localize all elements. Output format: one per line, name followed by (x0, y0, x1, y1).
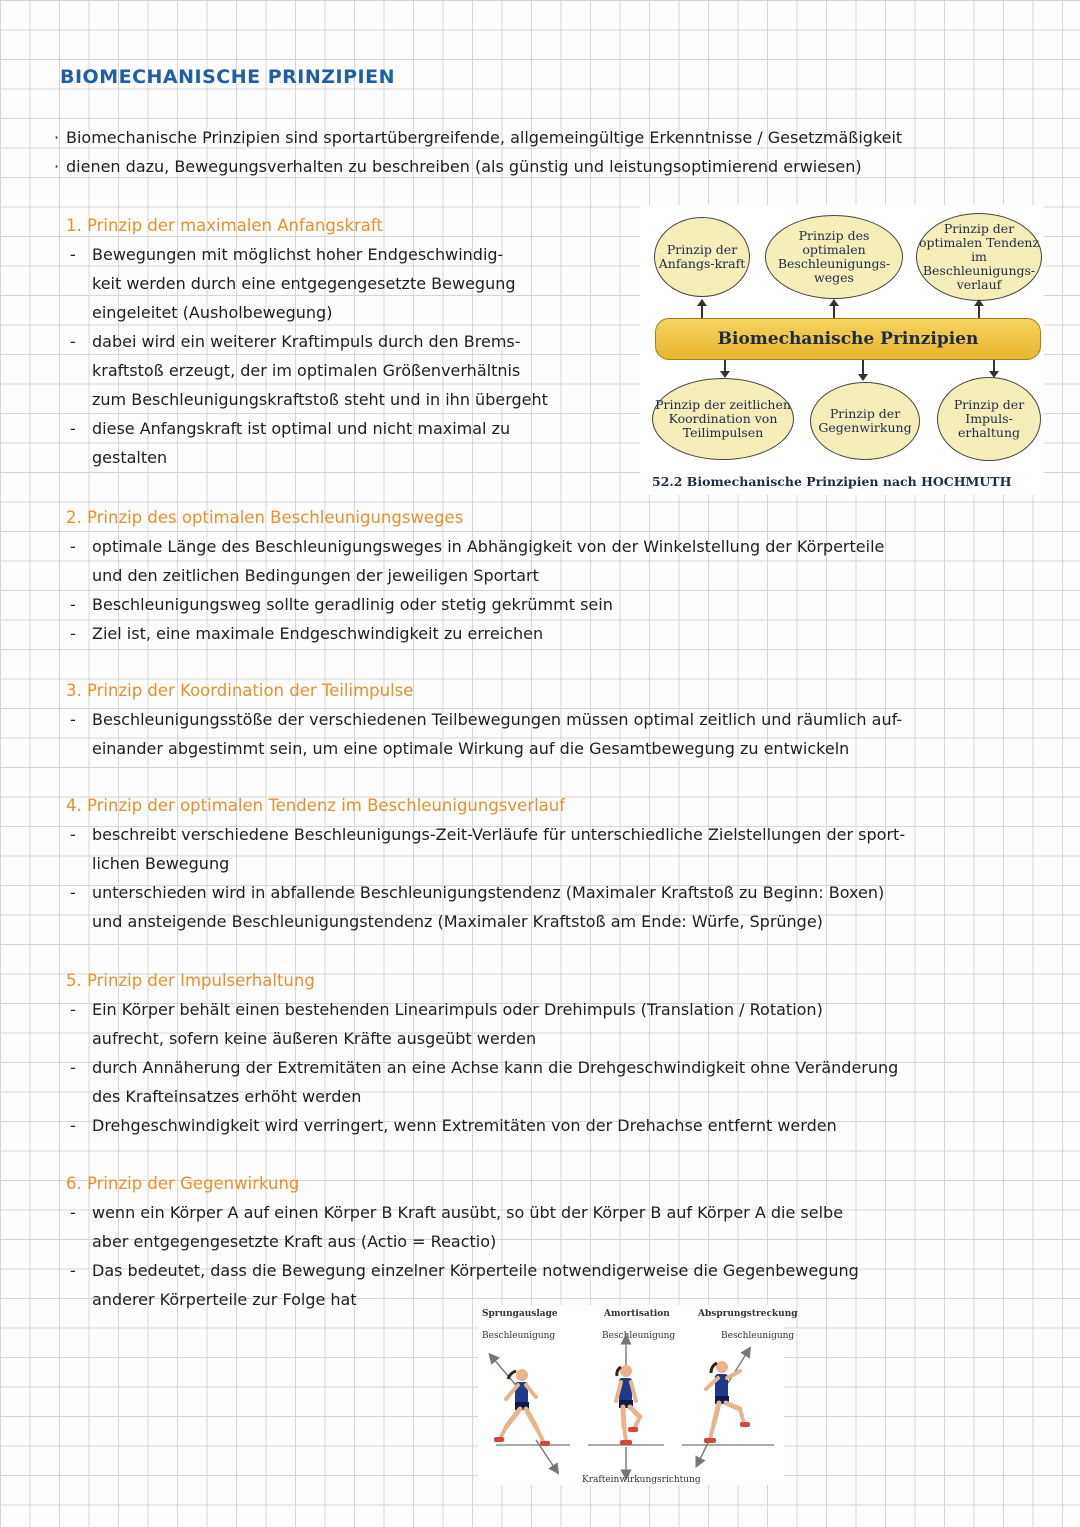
diagram-center-bar: Biomechanische Prinzipien (655, 318, 1041, 360)
bullet-line: - diese Anfangskraft ist optimal und nicht maximal zu (62, 414, 548, 443)
bullet-line: - beschreibt verschiedene Beschleunigungs-Zeit-Verläufe für unterschiedliche Zielstellungen der sport- (62, 820, 905, 849)
athlete-absprungstreckung (704, 1361, 750, 1443)
acceleration-arrow-icon (728, 1351, 748, 1383)
phase-label: Sprungauslage (482, 1309, 558, 1319)
bullet-line: - Das bedeutet, dass die Bewegung einzelner Körperteile notwendigerweise die Gegenbewegung (62, 1256, 859, 1285)
phase-sublabel: Beschleunigung (482, 1331, 556, 1341)
bullet-cont: und den zeitlichen Bedingungen der jeweiligen Sportart (92, 566, 539, 585)
phase-label: Amortisation (604, 1309, 670, 1319)
bullet-cont: keit werden durch eine entgegengesetzte Bewegung (92, 274, 516, 293)
diagram-bottom-oval: Prinzip der zeitlichen Koordination von Teilimpulsen (652, 378, 794, 460)
section-heading: 4. Prinzip der optimalen Tendenz im Beschleunigungsverlauf (66, 796, 566, 815)
bullet-line: - Beschleunigungsstöße der verschiedenen Teilbewegungen müssen optimal zeitlich und räumlich auf- (62, 705, 902, 734)
bullet-cont: eingeleitet (Ausholbewegung) (92, 303, 333, 322)
bullet-line: - Ein Körper behält einen bestehenden Linearimpuls oder Drehimpuls (Translation / Rotation) (62, 995, 898, 1024)
bullet-line: - wenn ein Körper A auf einen Körper B Kraft ausübt, so übt der Körper B auf Körper A die selbe (62, 1198, 859, 1227)
section-heading: 5. Prinzip der Impulserhaltung (66, 971, 315, 990)
bullet-cont: lichen Bewegung (92, 854, 230, 873)
principles-diagram (640, 205, 1044, 495)
section-heading: 2. Prinzip des optimalen Beschleunigungsweges (66, 508, 464, 527)
bullet-line: - Bewegungen mit möglichst hoher Endgeschwindig- (62, 240, 548, 269)
force-direction-label: Krafteinwirkungsrichtung (582, 1475, 701, 1485)
intro (54, 123, 902, 181)
diagram-top-oval: Prinzip der optimalen Tendenz im Beschleunigungs-verlauf (916, 213, 1042, 301)
section-4 (62, 791, 905, 936)
phase-sublabel: Beschleunigung (602, 1331, 676, 1341)
bullet-cont: aufrecht, sofern keine äußeren Kräfte ausgeübt werden (92, 1029, 537, 1048)
bullet-line: - dabei wird ein weiterer Kraftimpuls durch den Brems- (62, 327, 548, 356)
diagram-bottom-oval: Prinzip der Gegenwirkung (810, 382, 920, 460)
diagram-top-oval: Prinzip der Anfangs-kraft (654, 217, 750, 297)
bullet-line: - optimale Länge des Beschleunigungsweges in Abhängigkeit von der Winkelstellung der Körperteile (62, 532, 884, 561)
bullet-cont: kraftstoß erzeugt, der im optimalen Größenverhältnis (92, 361, 521, 380)
phase-sublabel: Beschleunigung (721, 1331, 795, 1341)
section-3 (62, 676, 902, 763)
page-title: BIOMECHANISCHE PRINZIPIEN (60, 66, 395, 88)
section-6 (62, 1169, 859, 1314)
arrow-down-icon (862, 360, 864, 375)
section-2 (62, 503, 884, 648)
arrow-down-icon (724, 360, 726, 372)
bullet-line: - Beschleunigungsweg sollte geradlinig oder stetig gekrümmt sein (62, 590, 884, 619)
bullet-cont: gestalten (92, 448, 168, 467)
arrow-up-icon (978, 305, 980, 318)
bullet-cont: einander abgestimmt sein, um eine optimale Wirkung auf die Gesamtbewegung zu entwickeln (92, 739, 850, 758)
bullet-line: - Drehgeschwindigkeit wird verringert, wenn Extremitäten von der Drehachse entfernt werden (62, 1111, 898, 1140)
section-1 (62, 211, 548, 472)
bullet-line: - unterschieden wird in abfallende Beschleunigungstendenz (Maximaler Kraftstoß zu Beginn: Boxen) (62, 878, 905, 907)
jump-illustration (478, 1305, 784, 1485)
diagram-bottom-oval: Prinzip der Impuls-erhaltung (937, 377, 1041, 461)
bullet-cont: zum Beschleunigungskraftstoß steht und in ihn übergeht (92, 390, 548, 409)
section-5 (62, 966, 898, 1140)
section-heading: 3. Prinzip der Koordination der Teilimpulse (66, 681, 414, 700)
intro-line: · Biomechanische Prinzipien sind sportartübergreifende, allgemeingültige Erkenntnisse / Gesetzmäßigkeit (54, 123, 902, 152)
section-heading: 6. Prinzip der Gegenwirkung (66, 1174, 300, 1193)
bullet-cont: und ansteigende Beschleunigungstendenz (Maximaler Kraftstoß am Ende: Würfe, Sprünge) (92, 912, 823, 931)
bullet-cont: aber entgegengesetzte Kraft aus (Actio = Reactio) (92, 1232, 497, 1251)
diagram-caption: 52.2 Biomechanische Prinzipien nach HOCHMUTH (652, 474, 1012, 489)
bullet-line: - durch Annäherung der Extremitäten an eine Achse kann die Drehgeschwindigkeit ohne Veränderung (62, 1053, 898, 1082)
athlete-sprungauslage (494, 1369, 550, 1446)
arrow-up-icon (701, 305, 703, 318)
intro-line: · dienen dazu, Bewegungsverhalten zu beschreiben (als günstig und leistungsoptimierend erwiesen) (54, 152, 902, 181)
jump-figure (478, 1305, 798, 1485)
bullet-cont: des Krafteinsatzes erhöht werden (92, 1087, 362, 1106)
diagram-top-oval: Prinzip des optimalen Beschleunigungs-weges (765, 215, 903, 299)
athlete-amortisation (616, 1365, 640, 1445)
phase-label: Absprungstreckung (698, 1309, 798, 1319)
bullet-cont: anderer Körperteile zur Folge hat (92, 1290, 357, 1309)
bullet-line: - Ziel ist, eine maximale Endgeschwindigkeit zu erreichen (62, 619, 884, 648)
arrow-up-icon (833, 305, 835, 318)
section-heading: 1. Prinzip der maximalen Anfangskraft (66, 216, 383, 235)
arrow-down-icon (993, 360, 995, 372)
